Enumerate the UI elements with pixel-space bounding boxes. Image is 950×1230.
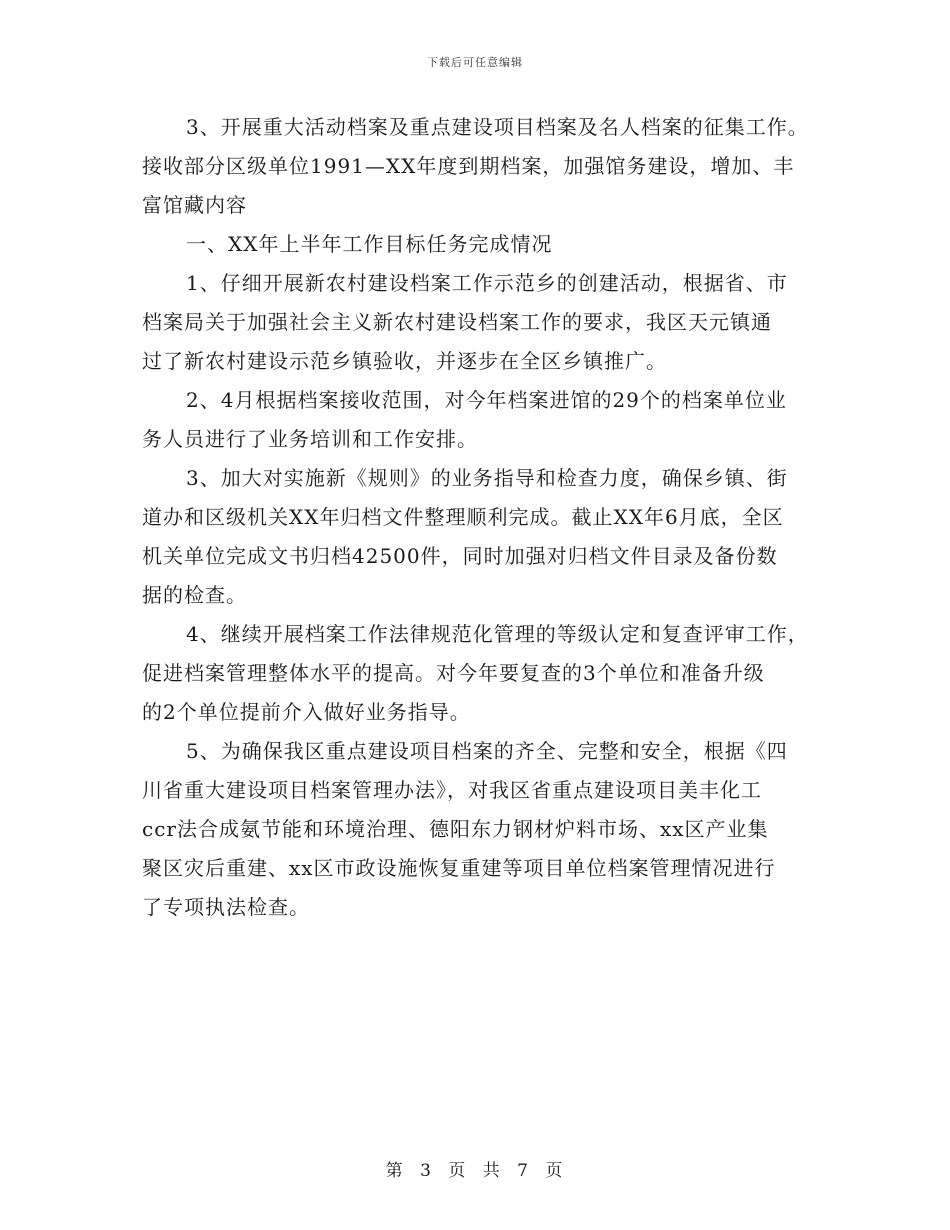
- text-line: 3、加大对实施新《规则》的业务指导和检查力度，确保乡镇、街: [186, 466, 788, 490]
- text-line: 务人员进行了业务培训和工作安排。: [142, 427, 478, 451]
- document-body: [142, 108, 810, 927]
- text-line: 川省重大建设项目档案管理办法》，对我区省重点建设项目美丰化工: [142, 778, 762, 802]
- text-line: 的2个单位提前介入做好业务指导。: [142, 700, 471, 724]
- text-line: 机关单位完成文书归档42500件，同时加强对归档文件目录及备份数: [142, 544, 778, 568]
- text-line: 一、XX年上半年工作目标任务完成情况: [186, 232, 553, 256]
- text-line: 5、为确保我区重点建设项目档案的齐全、完整和安全，根据《四: [186, 739, 788, 763]
- page-header: 下载后可任意编辑: [427, 56, 523, 69]
- page-footer: 第 3 页 共 7 页: [385, 1161, 565, 1181]
- text-line: 2、4月根据档案接收范围，对今年档案进馆的29个的档案单位业: [186, 388, 787, 412]
- text-line: 过了新农村建设示范乡镇验收，并逐步在全区乡镇推广。: [142, 349, 667, 373]
- text-line: 道办和区级机关XX年归档文件整理顺利完成。截止XX年6月底，全区: [142, 505, 784, 529]
- text-line: 接收部分区级单位1991—XX年度到期档案，加强馆务建设，增加、丰: [142, 154, 795, 178]
- text-line: 1、仔细开展新农村建设档案工作示范乡的创建活动，根据省、市: [186, 271, 788, 295]
- text-line: 3、开展重大活动档案及重点建设项目档案及名人档案的征集工作。: [186, 115, 809, 139]
- text-line: 据的检查。: [142, 583, 247, 607]
- text-line: 档案局关于加强社会主义新农村建设档案工作的要求，我区天元镇通: [142, 310, 772, 334]
- text-line: ccr法合成氨节能和环境治理、德阳东力钢材炉料市场、xx区产业集: [142, 817, 769, 841]
- text-line: 促进档案管理整体水平的提高。对今年要复查的3个单位和准备升级: [142, 661, 765, 685]
- text-line: 4、继续开展档案工作法律规范化管理的等级认定和复查评审工作，: [186, 622, 809, 646]
- text-line: 富馆藏内容: [142, 193, 247, 217]
- text-line: 聚区灾后重建、xx区市政设施恢复重建等项目单位档案管理情况进行: [142, 856, 776, 880]
- text-line: 了专项执法检查。: [142, 895, 310, 919]
